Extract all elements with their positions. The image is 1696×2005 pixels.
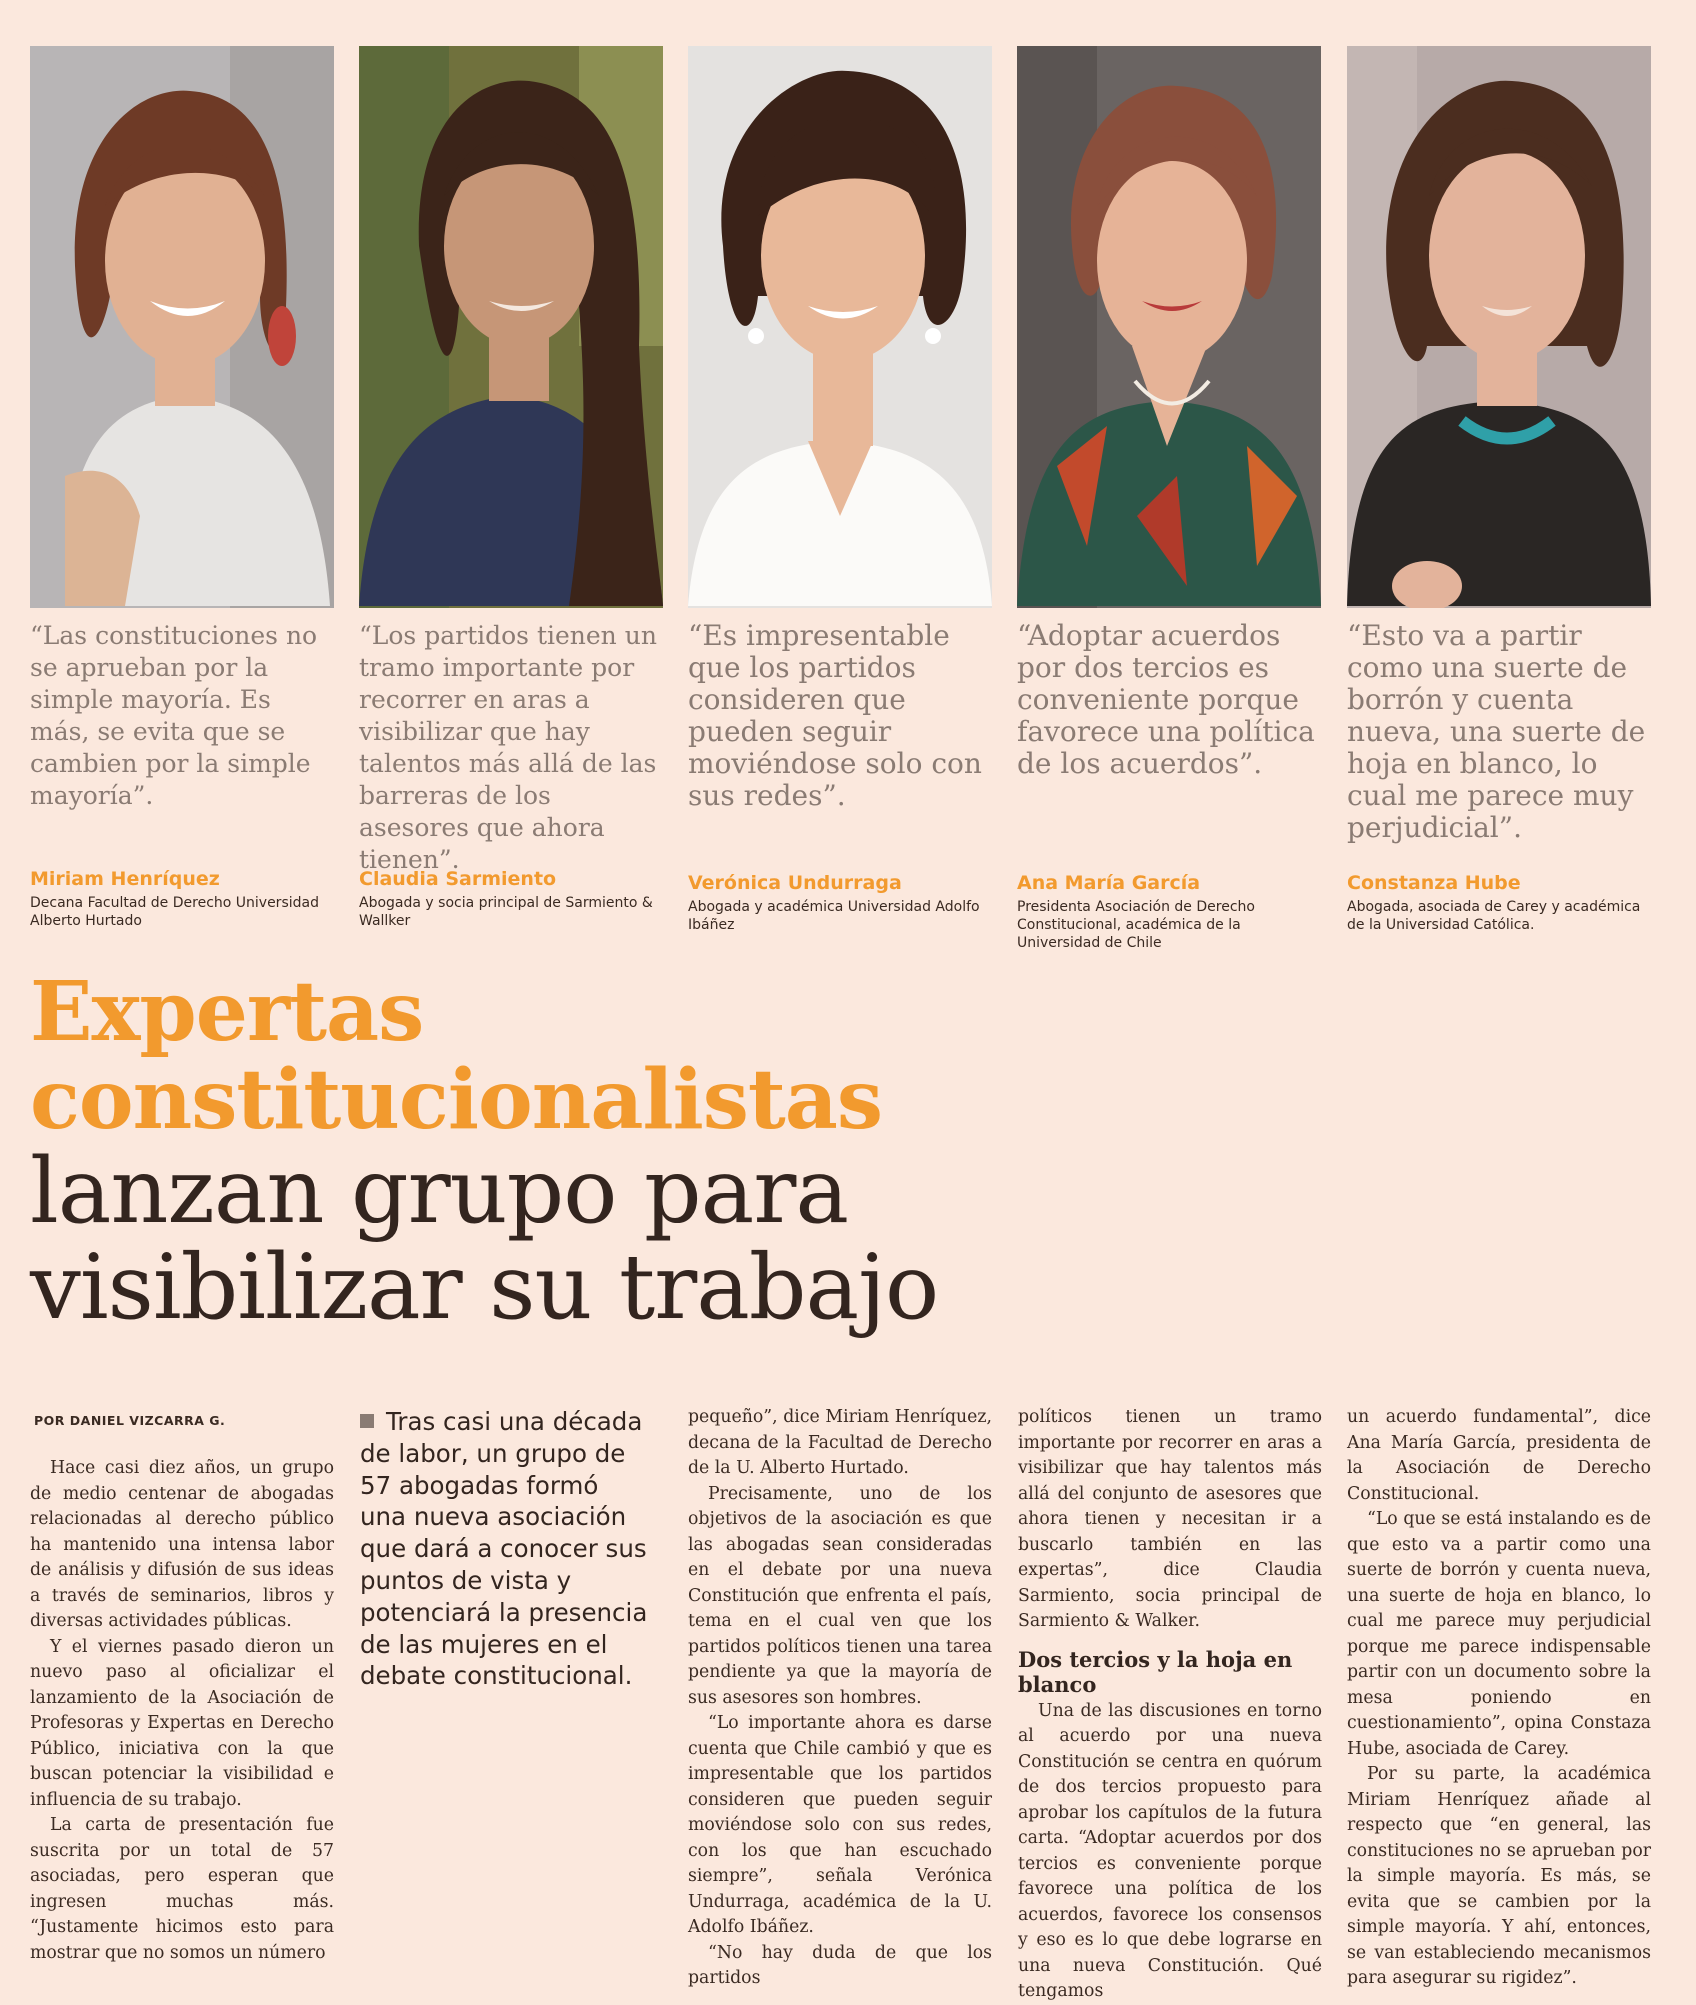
paragraph: Por su parte, la académica Miriam Henríquez añade al respecto que “en general, las constituciones no se aprueban por la simple mayoría. Es más, se evita que se cambien por la simple mayoría. Y ahí, entonces, se van estableciendo mecanismos para asegurar su rigidez”. <box>1347 1764 1651 1988</box>
expert-name: Ana María García <box>1017 872 1201 894</box>
pull-quote: “Esto va a partir como una suerte de borrón y cuenta nueva, una suerte de hoja en blanco, lo cual me parece muy perjudicial”. <box>1347 619 1646 844</box>
headline-line-3: lanzan grupo para <box>30 1139 849 1244</box>
paragraph: pequeño”, dice Miriam Henríquez, decana de la Facultad de Derecho de la U. Alberto Hurtado. <box>688 1407 992 1478</box>
expert-name: Verónica Undurraga <box>688 872 902 894</box>
byline: POR DANIEL VIZCARRA G. <box>34 1413 226 1428</box>
expert-role: Abogada y socia principal de Sarmiento & Wallker <box>359 895 653 929</box>
paragraph: “No hay duda de que los partidos <box>688 1942 992 1988</box>
subheading: Dos tercios y la hoja en blanco <box>1018 1646 1293 1697</box>
portrait-photo <box>30 46 334 608</box>
expert-role: Decana Facultad de Derecho Universidad Alberto Hurtado <box>30 895 319 929</box>
lead-text: Tras casi una década de labor, un grupo de 57 abogadas formó una nueva asociación que dará a conocer sus puntos de vista y potenciará la presencia de las mujeres en el debate constitucional. <box>360 1407 648 1691</box>
pull-quote: “Adoptar acuerdos por dos tercios es conveniente porque favorece una política de los acuerdos”. <box>1017 619 1315 780</box>
expert-ana-maria-garcia <box>1017 46 1321 951</box>
paragraph: Hace casi diez años, un grupo de medio centenar de abogadas relacionadas al derecho público ha mantenido una intensa labor de análisis y difusión de sus ideas a través de seminarios, libros y diversas actividades públicas. <box>30 1458 334 1631</box>
article-column-4 <box>1018 1405 1322 2005</box>
expert-name: Constanza Hube <box>1347 872 1521 894</box>
headline-line-1: Expertas <box>30 964 424 1060</box>
paragraph: un acuerdo fundamental”, dice Ana María García, presidenta de la Asociación de Derecho Constitucional. <box>1347 1407 1651 1504</box>
lead-summary <box>360 1406 650 1692</box>
article-column-1 <box>30 1456 334 1966</box>
expert-claudia-sarmiento <box>359 46 663 929</box>
portrait-photo <box>688 46 992 608</box>
article-column-3 <box>688 1405 992 1992</box>
portrait-photo <box>1347 46 1651 608</box>
headline-line-2: constitucionalistas <box>30 1052 883 1148</box>
paragraph: Una de las discusiones en torno al acuerdo por una nueva Constitución se centra en quórum de dos tercios propuesto para aprobar los capítulos de la futura carta. “Adoptar acuerdos por dos tercios es conveniente porque favorece una política de los acuerdos, favorece los consensos y eso es lo que debe lograrse en una nueva Constitución. Qué tengamos <box>1018 1700 1322 2001</box>
expert-miriam-henriquez <box>30 46 334 929</box>
portrait-photo <box>359 46 663 608</box>
paragraph: “Lo importante ahora es darse cuenta que Chile cambió y que es impresentable que los partidos consideren que pueden seguir moviéndose solo con sus redes, con los que han escuchado siempre”, señala Verónica Undurraga, académica de la U. Adolfo Ibáñez. <box>688 1713 992 1937</box>
expert-constanza-hube <box>1347 46 1651 933</box>
headline <box>30 964 1030 1340</box>
expert-role: Abogada, asociada de Carey y académica de la Universidad Católica. <box>1347 899 1641 933</box>
paragraph: Precisamente, uno de los objetivos de la asociación es que las abogadas sean consideradas en el debate por una nueva Constitución que enfrenta el país, tema en el cual ven que los partidos políticos tienen una tarea pendiente ya que la mayoría de sus asesores son hombres. <box>688 1483 992 1708</box>
expert-role: Abogada y académica Universidad Adolfo Ibáñez <box>688 899 980 933</box>
paragraph: La carta de presentación fue suscrita por un total de 57 asociadas, pero esperan que ingresen muchas más. “Justamente hicimos esto para mostrar que no somos un número <box>30 1815 334 1963</box>
pull-quote: “Los partidos tienen un tramo importante por recorrer en aras a visibilizar que hay talentos más allá de las barreras de los asesores que ahora tienen”. <box>359 621 657 874</box>
expert-veronica-undurraga <box>688 46 992 933</box>
expert-role: Presidenta Asociación de Derecho Constitucional, académica de la Universidad de Chile <box>1017 899 1255 951</box>
pull-quote: “Es impresentable que los partidos consideren que pueden seguir moviéndose solo con sus redes”. <box>688 619 982 812</box>
expert-name: Miriam Henríquez <box>30 868 220 890</box>
pull-quote: “Las constituciones no se aprueban por la simple mayoría. Es más, se evita que se cambien por la simple mayoría”. <box>30 621 318 810</box>
paragraph: Y el viernes pasado dieron un nuevo paso al oficializar el lanzamiento de la Asociación de Profesoras y Expertas en Derecho Público, iniciativa con la que buscan potenciar la visibilidad e influencia de su trabajo. <box>30 1636 334 1810</box>
headline-line-4: visibilizar su trabajo <box>30 1235 939 1340</box>
paragraph: “Lo que se está instalando es de que esto va a partir como una suerte de borrón y cuenta nueva, una suerte de hoja en blanco, lo cual me parece muy perjudicial porque me parece indispensable partir con un documento sobre la mesa poniendo en cuestionamiento”, opina Constaza Hube, asociada de Carey. <box>1347 1509 1651 1759</box>
expert-name: Claudia Sarmiento <box>359 868 557 890</box>
bullet-square-icon <box>360 1414 374 1428</box>
portrait-photo <box>1017 46 1321 608</box>
paragraph: políticos tienen un tramo importante por recorrer en aras a visibilizar que hay talentos más allá del conjunto de asesores que ahora tienen y necesitan ir a buscarlo también en las expertas”, dice Claudia Sarmiento, socia principal de Sarmiento & Walker. <box>1018 1407 1322 1631</box>
article-column-5 <box>1347 1405 1651 1992</box>
